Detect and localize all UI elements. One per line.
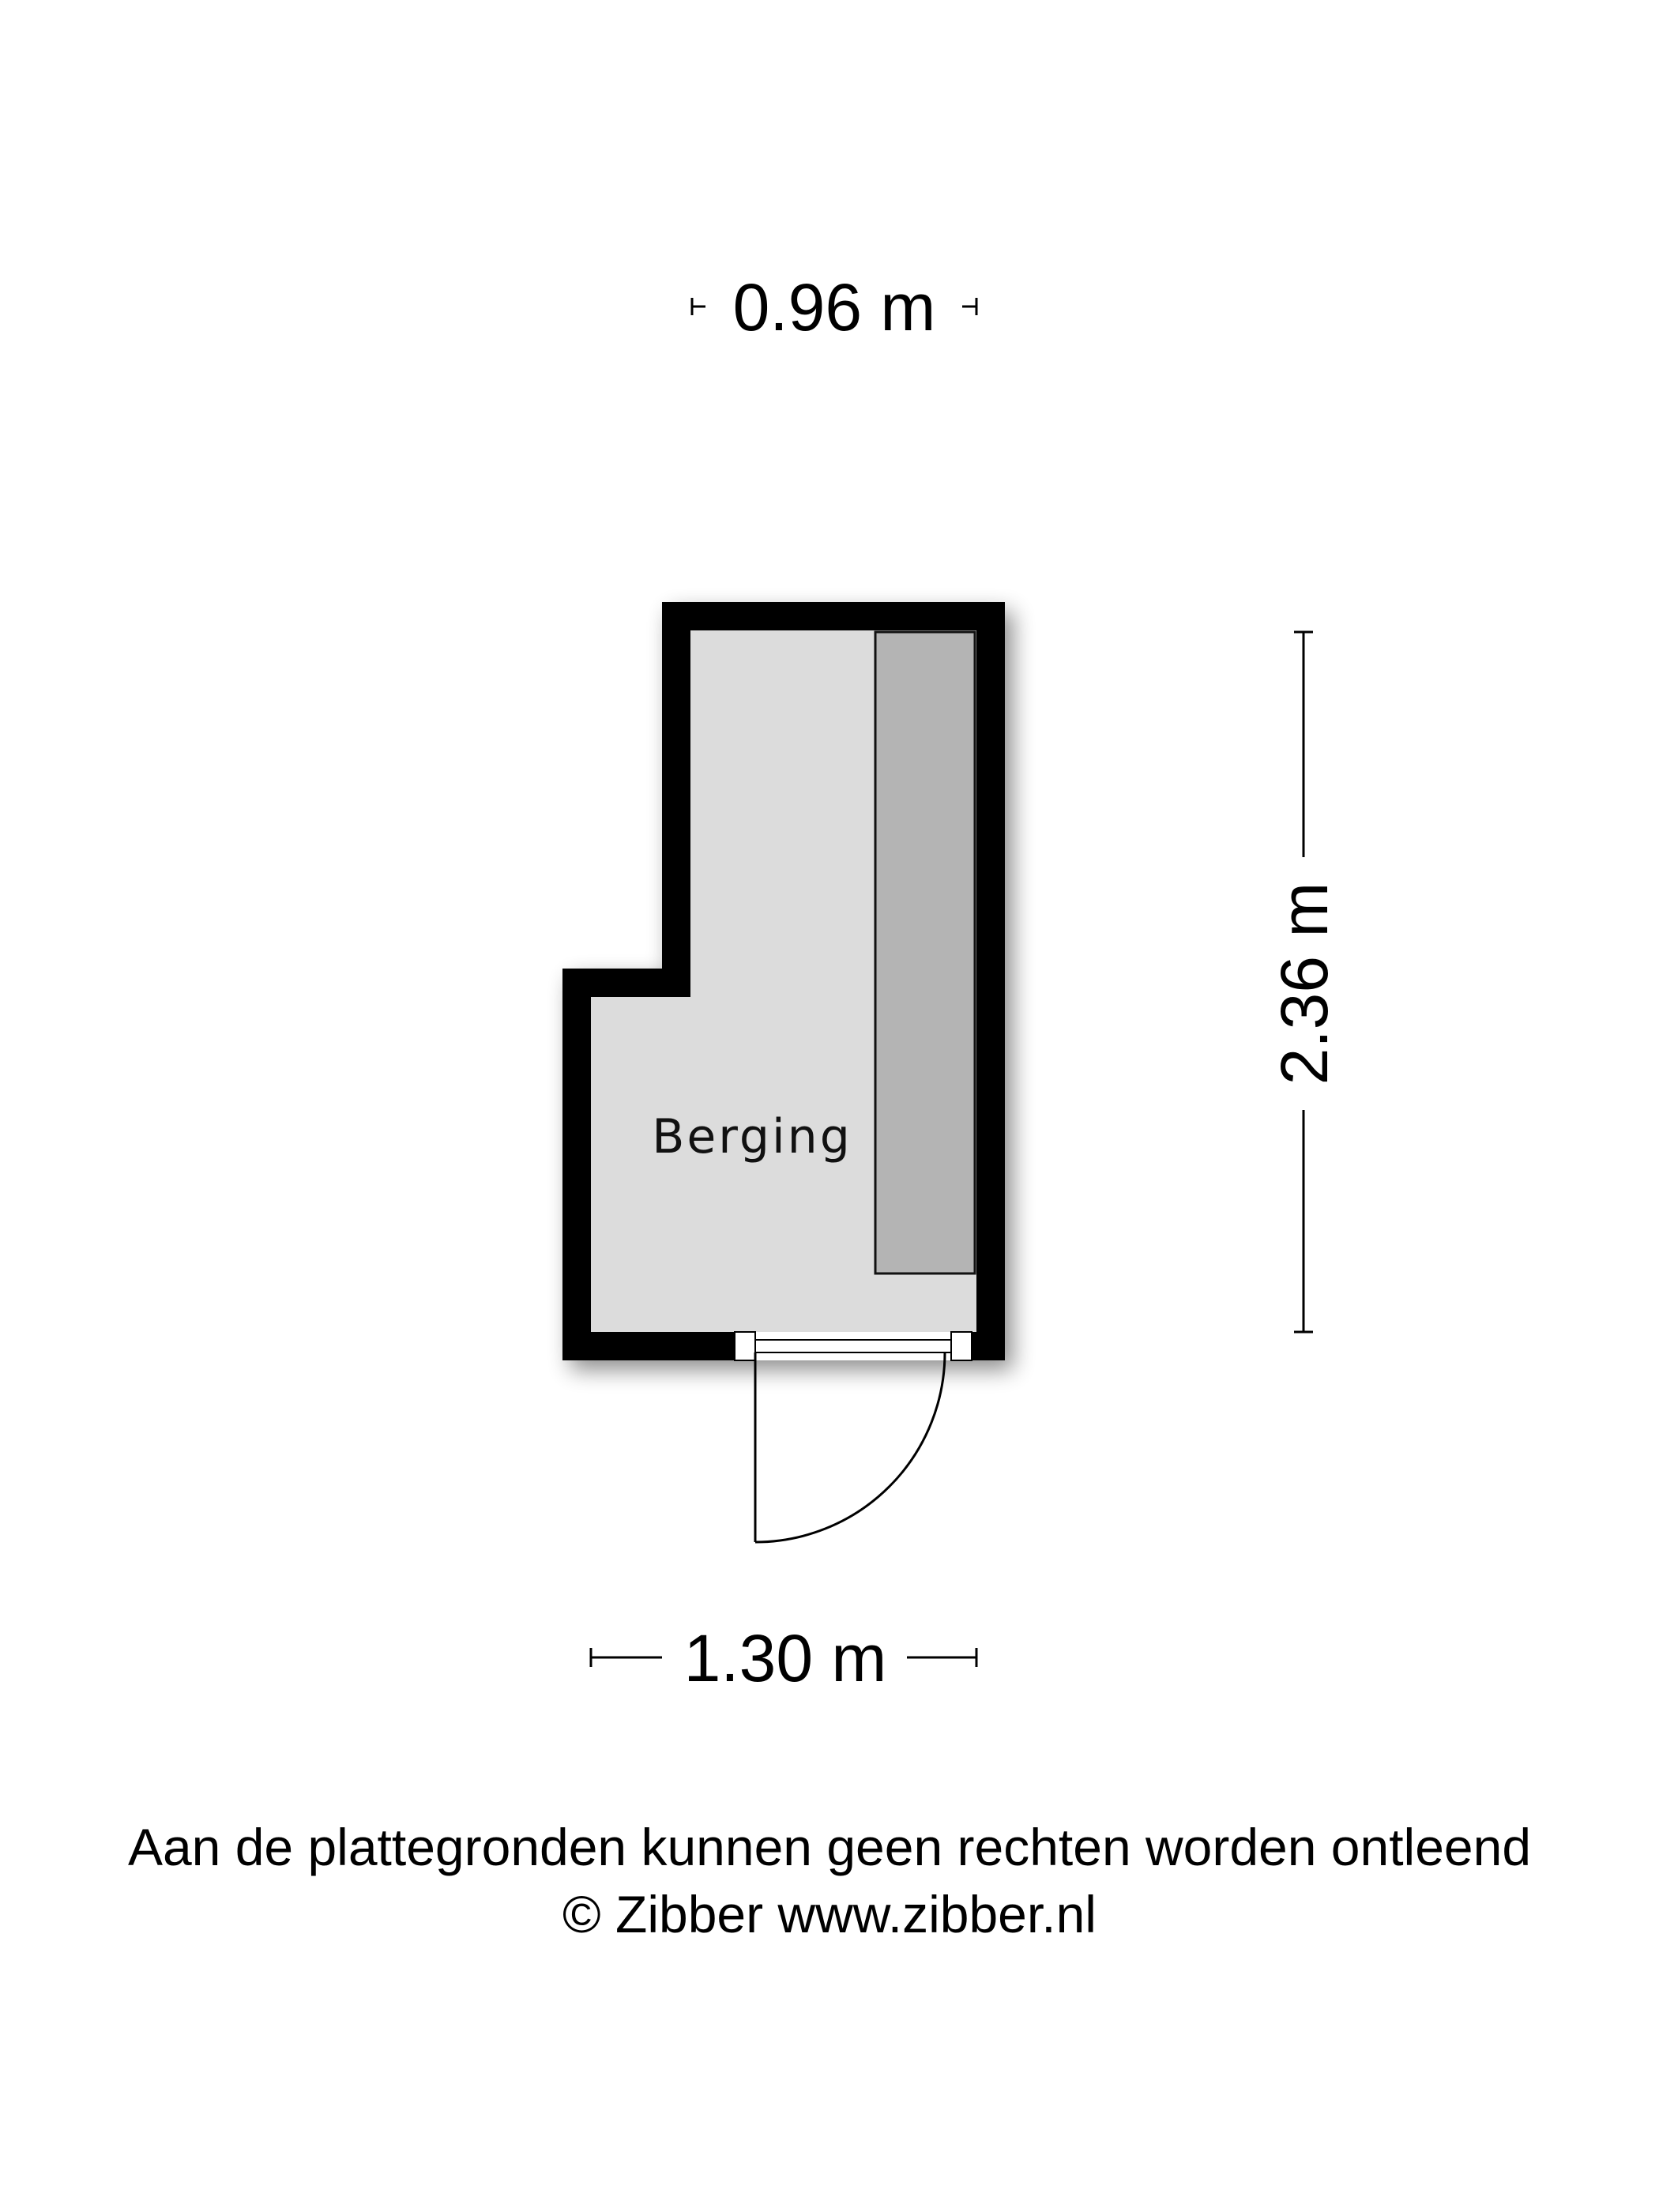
room-label: Berging xyxy=(652,1109,852,1164)
bottom-dimension-label: 1.30 m xyxy=(683,1621,887,1695)
door-opening xyxy=(735,1332,972,1360)
right-dimension xyxy=(1267,632,1341,1332)
door xyxy=(755,1352,945,1542)
door-frame-left xyxy=(735,1332,755,1360)
door-frame-right xyxy=(951,1332,972,1360)
top-dimension xyxy=(691,270,976,344)
right-dimension-label: 2.36 m xyxy=(1267,882,1341,1085)
disclaimer-text: Aan de plattegronden kunnen geen rechten worden ontleend xyxy=(127,1818,1532,1876)
shelf-unit xyxy=(875,632,975,1273)
bottom-dimension xyxy=(591,1621,976,1695)
top-dimension-label: 0.96 m xyxy=(732,270,936,344)
copyright-text: © Zibber www.zibber.nl xyxy=(562,1885,1097,1943)
door-swing-arc xyxy=(755,1352,945,1542)
